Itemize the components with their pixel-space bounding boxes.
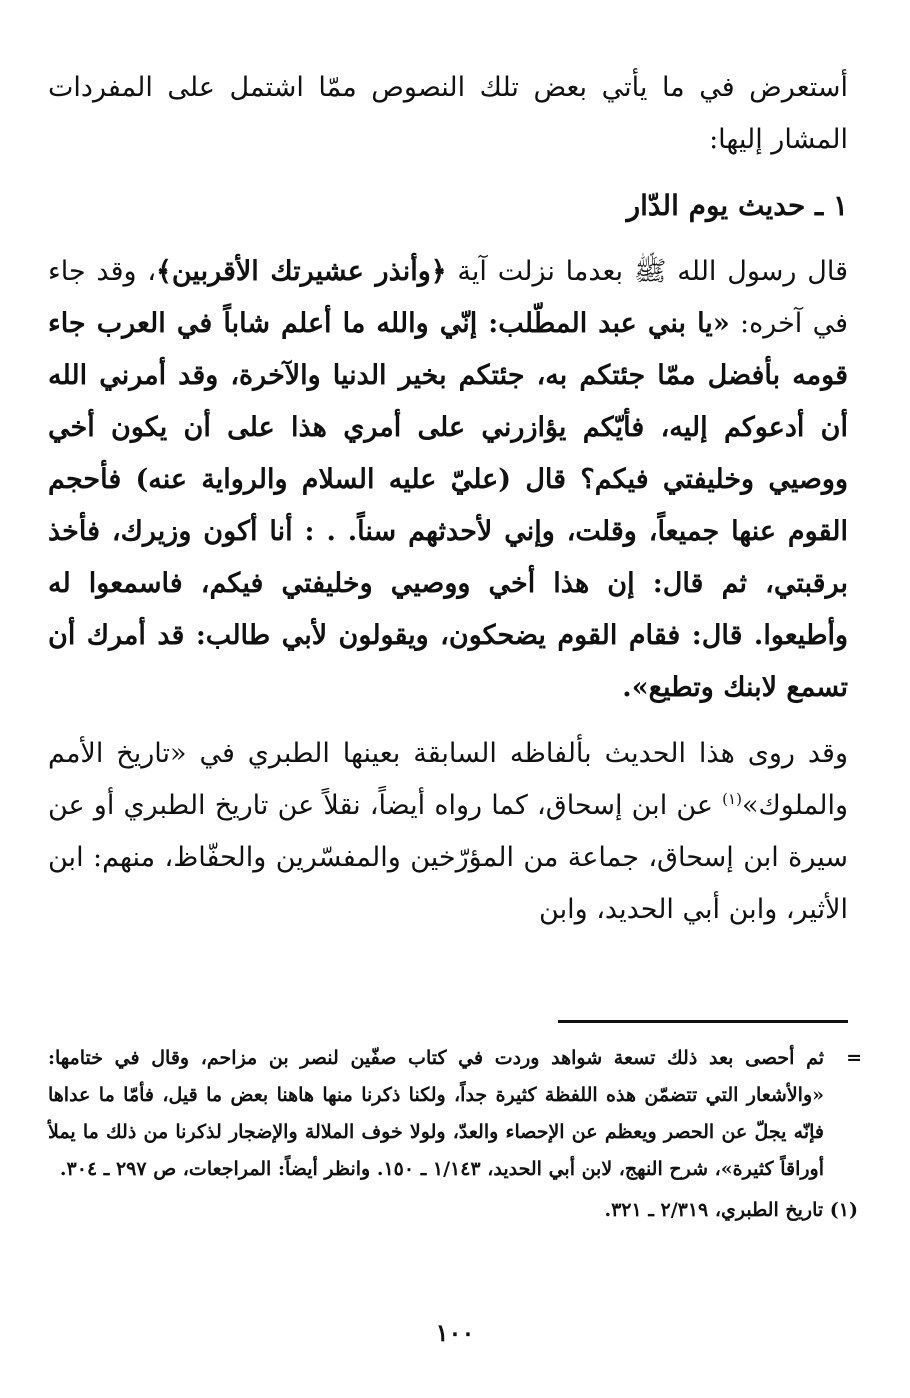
intro-paragraph: أستعرض في ما يأتي بعض تلك النصوص ممّا اشتمل على المفردات المشار إليها: <box>48 72 848 155</box>
book-title: «تاريخ الأمم والملوك» <box>48 738 848 821</box>
hadith-quote: «يا بني عبد المطّلب: إنّي والله ما أعلم شاباً في العرب جاء قومه بأفضل ممّا جئتكم به، جئتكم بخير الدنيا والآخرة، وقد أمرني الله أن أدعوكم إليه، فأيّكم يؤازرني على أمري هذا على أن يكون أخي ووصيي وخليفتي فيكم؟ قال (عليّ عليه السلام والرواية عنه) فأحجم القوم عنها جميعاً، وقلت، وإني لأحدثهم سناً. . : أنا أكون وزيرك، فأخذ برقبتي، ثم قال: إن هذا أخي ووصيي وخليفتي فيكم، فاسمعوا له وأطيعوا. قال: فقام القوم يضحكون، ويقولون لأبي طالب: قد أمرك أن تسمع لابنك وتطيع» <box>48 308 848 703</box>
hadith-end: . <box>622 672 632 703</box>
footnote-continuation <box>48 1040 862 1188</box>
footnotes <box>48 1040 862 1229</box>
continuation-text: ثم أحصى بعد ذلك تسعة شواهد وردت في كتاب صفّين لنصر بن مزاحم، وقال في ختامها: «والأشعار التي تتضمّن هذه اللفظة كثيرة جداً، ولكنا ذكرنا منها هاهنا بعض ما قيل، فأمّا ما عداها فإنّه يجلّ عن الحصر ويعظم عن الإحصاء والعدّ، ولولا خوف الملالة والإضجار لذكرنا من ذلك ما يملأ أوراقاً كثيرة»، شرح النهج، لابن أبي الحديد، ١/١٤٣ ـ ١٥٠. وانظر أيضاً: المراجعات، ص ٢٩٧ ـ ٣٠٤. <box>48 1047 824 1180</box>
hadith-mid: ، وقد جاء في آخره: <box>48 256 848 339</box>
main-text <box>48 62 848 936</box>
footnote-ref-1[interactable]: (١) <box>722 790 742 808</box>
hadith-paragraph <box>48 246 848 714</box>
narration-lead: وقد روى هذا الحديث بألفاظه السابقة بعينها الطبري في <box>186 738 848 769</box>
continuation-mark: = <box>846 1047 862 1069</box>
section-heading: ١ ـ حديث يوم الدّار <box>626 189 848 222</box>
footnote-separator <box>558 1020 848 1023</box>
page-number: ١٠٠ <box>435 1318 475 1347</box>
narration-rest: عن ابن إسحاق، كما رواه أيضاً، نقلاً عن تاريخ الطبري أو عن سيرة ابن إسحاق، جماعة من المؤرّخين والمفسّرين والحفّاظ، منهم: ابن الأثير، وابن أبي الحديد، وابن <box>48 790 848 925</box>
hadith-lead: قال رسول الله ﷺ بعدما نزلت آية <box>446 256 848 287</box>
footnote-1: (١) تاريخ الطبري، ٢/٣١٩ ـ ٣٢١. <box>604 1199 858 1221</box>
narration-paragraph <box>48 728 848 936</box>
quran-verse: ﴿وأنذر عشيرتك الأقربين﴾ <box>156 256 447 287</box>
